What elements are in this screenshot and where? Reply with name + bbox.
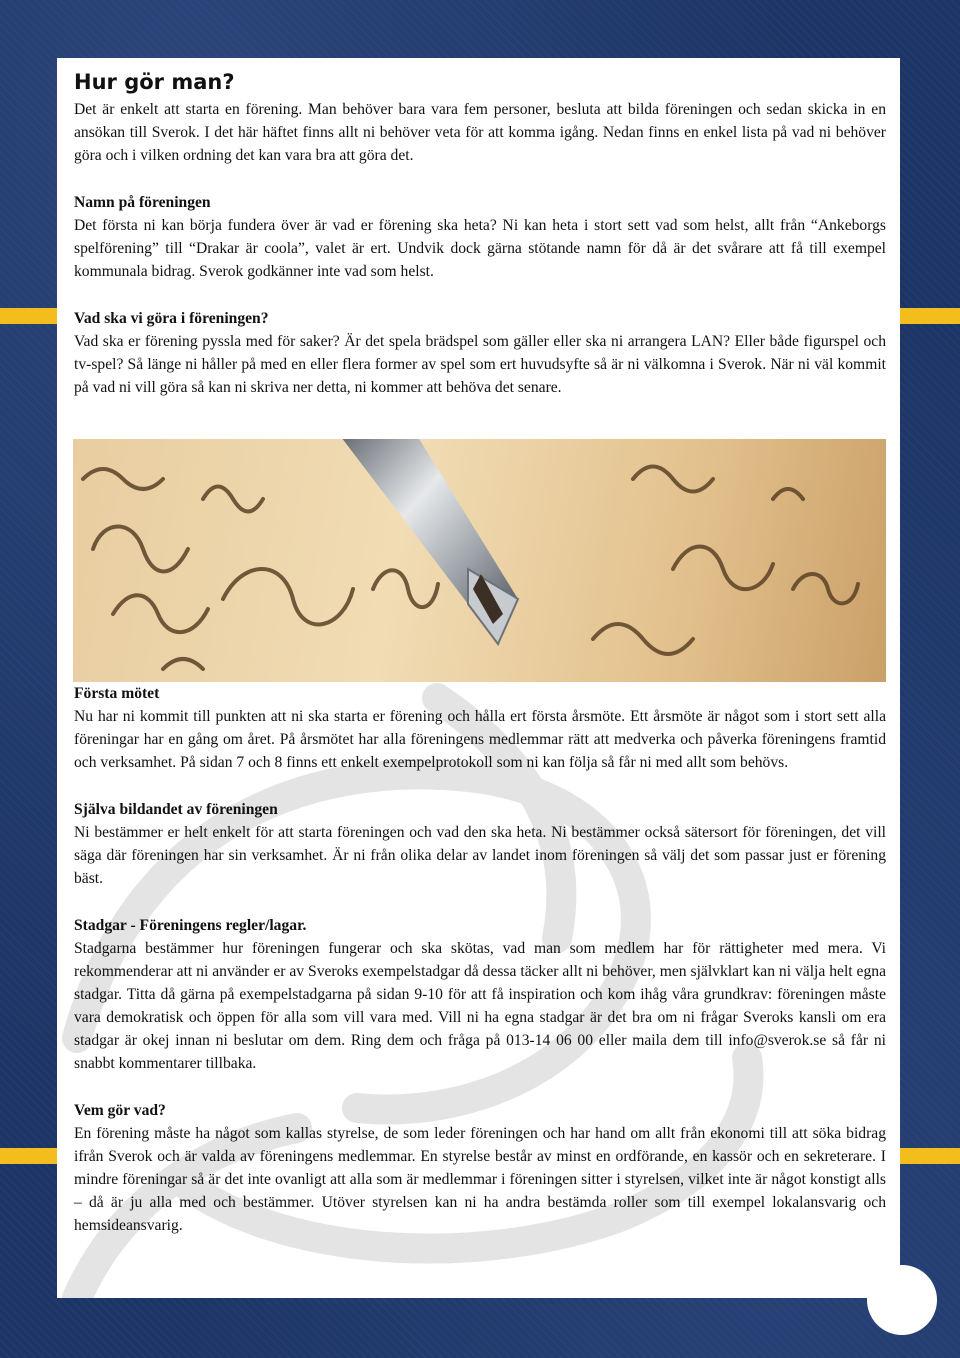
- section-heading: Stadgar - Föreningens regler/lagar.: [74, 917, 307, 934]
- page-title: Hur gör man?: [74, 70, 235, 94]
- section-body: Det första ni kan börja fundera över är vad er förening ska heta? Ni kan heta i stort sett vad som helst, allt från “Ankeborgs spelförening” till “Drakar är coola”, valet är ert. Undvik dock gärna stötande namn för då är det svårare att få till exempel kommunala bidrag. Sverok godkänner inte vad som helst.: [74, 217, 886, 280]
- section-heading: Namn på föreningen: [74, 194, 211, 211]
- document-page: [57, 58, 900, 1298]
- section-roles: [74, 1099, 886, 1237]
- intro-paragraph: Det är enkelt att starta en förening. Man behöver bara vara fem personer, besluta att bilda föreningen och sedan skicka in en ansökan till Sverok. I det här häftet finns allt ni behöver veta för att komma igång. Nedan finns en enkel lista på vad ni behöver göra och i vilken ordning det kan vara bra att göra det.: [74, 101, 886, 164]
- section-body: Ni bestämmer er helt enkelt för att starta föreningen och vad den ska heta. Ni bestämmer också sätersort för föreningen, det vill säga där föreningen har sin verksamhet. Är ni från olika delar av landet inom föreningen så välj det som passar just er förening bäst.: [74, 824, 886, 887]
- section-first-meeting: [74, 682, 886, 774]
- fountain-pen-photo: [73, 439, 886, 682]
- section-heading: Vad ska vi göra i föreningen?: [74, 310, 269, 327]
- section-statutes: [74, 914, 886, 1075]
- section-heading: Vem gör vad?: [74, 1102, 166, 1119]
- section-heading: Första mötet: [74, 685, 160, 702]
- intro-block: [74, 98, 886, 167]
- top-content: [74, 70, 886, 423]
- section-body: En förening måste ha något som kallas styrelse, de som leder föreningen och har hand om allt från ekonomi till att söka bidrag ifrån Sverok och är valda av föreningens medlemmar. En styrelse består av minst en ordförande, en kassör och en sekreterare. I mindre föreningar så är det inte ovanligt att alla som är medlemmar i föreningen sitter i styrelsen, vilket inte är något konstigt alls – då är ju alla med och bestämmer. Utöver styrelsen kan ni ha andra bestämda roller som till exempel lokalansvarig och hemsideansvarig.: [74, 1125, 886, 1234]
- section-body: Stadgarna bestämmer hur föreningen fungerar och ska skötas, vad man som medlem har för rättigheter med mera. Vi rekommenderar att ni använder er av Sveroks exempelstadgar då dessa täcker allt ni behöver, men självklart kan ni välja helt egna stadgar. Titta då gärna på exempelstadgarna på sidan 9-10 för att få inspiration och kom ihåg våra grundkrav: föreningen måste vara demokratisk och öppen för alla som vill vara med. Vill ni ha egna stadgar är det bra om ni frågar Sveroks kansli om era stadgar är okej innan ni beslutar om dem. Ring dem och fråga på 013-14 06 00 eller maila dem till info@sverok.se så får ni snabbt kommentarer tillbaka.: [74, 940, 886, 1072]
- section-activities: [74, 307, 886, 399]
- page-corner-circle: [867, 1265, 937, 1335]
- fountain-pen-icon: [73, 439, 886, 682]
- section-name: [74, 191, 886, 283]
- section-heading: Själva bildandet av föreningen: [74, 801, 278, 818]
- section-body: Nu har ni kommit till punkten att ni ska starta er förening och hålla ert första årsmöte. Ett årsmöte är något som i stort sett alla föreningar har en gång om året. På årsmötet har alla föreningens medlemmar rätt att medverka och påverka föreningens framtid och verksamhet. På sidan 7 och 8 finns ett enkelt exempelprotokoll som ni kan följa så får ni med allt som behövs.: [74, 708, 886, 771]
- bottom-content: [74, 682, 886, 1261]
- section-body: Vad ska er förening pyssla med för saker? Är det spela brädspel som gäller eller ska ni arrangera LAN? Eller både figurspel och tv-spel? Så länge ni håller på med en eller flera former av spel som ert huvudsyfte så är ni välkomna i Sverok. När ni väl kommit på vad ni vill göra så kan ni skriva ner detta, ni kommer att behöva det senare.: [74, 333, 886, 396]
- section-founding: [74, 798, 886, 890]
